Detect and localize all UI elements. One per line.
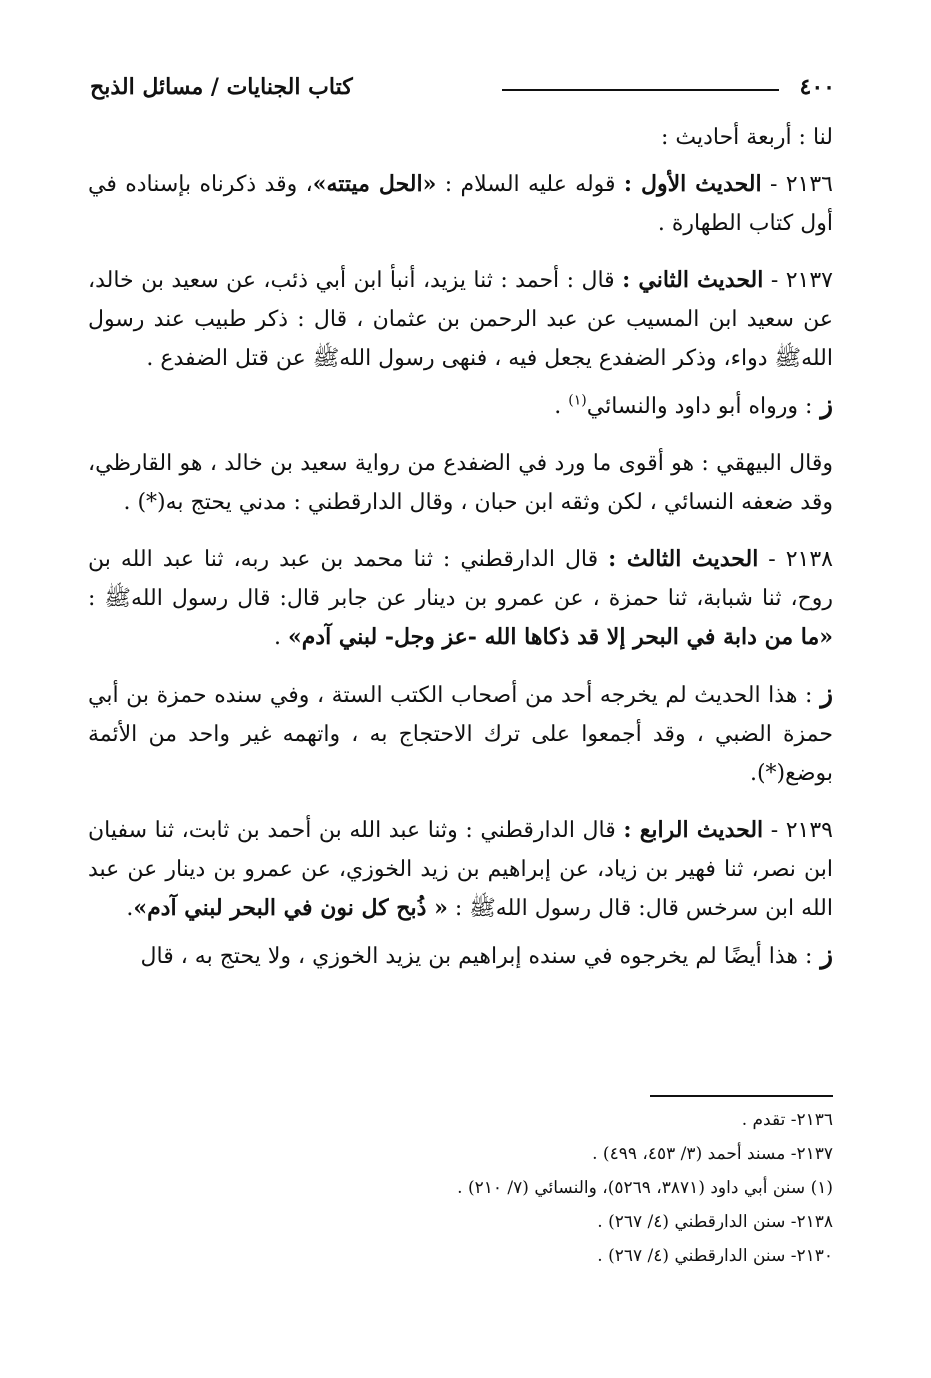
hadith-2138 <box>88 540 833 657</box>
main-text <box>88 118 833 994</box>
hadith-text: قال الدارقطني : ثنا محمد بن عبد ربه، ثنا عبد الله بن روح، ثنا شبابة، ثنا حمزة ، عن عمرو بن دينار عن جابر قال: قال رسول اللهﷺ : <box>88 547 833 611</box>
footnote: ٢١٣٧- مسند أحمد (٣/ ٤٥٣، ٤٩٩) . <box>592 1144 833 1164</box>
hadith-2139 <box>88 811 833 928</box>
hadith-quote: «الحل ميتته» <box>312 171 437 197</box>
hadith-text: . <box>273 625 281 650</box>
header-rule <box>502 89 779 91</box>
hadith-quote: «ما من دابة في البحر إلا قد ذكاها الله -عز وجل- لبني آدم» <box>287 624 833 650</box>
footnote: ٢١٣٠- سنن الدارقطني (٤/ ٢٦٧) . <box>597 1246 833 1266</box>
zay-mark: ز <box>820 390 833 420</box>
commentary-z2 <box>88 675 833 793</box>
footnote: ٢١٣٨- سنن الدارقطني (٤/ ٢٦٧) . <box>597 1212 833 1232</box>
hadith-label: الحديث الأول : <box>623 171 762 197</box>
footnote-ref: (١) <box>568 392 587 409</box>
hadith-text: قال : أحمد : ثنا يزيد، أنبأ ابن أبي ذئب، عن سعيد بن خالد، عن سعيد ابن المسيب عن عبد الرحمن بن عثمان ، قال : ذكر طبيب عند رسول اللهﷺ دواء، وذكر الضفدع يجعل فيه ، فنهى رسول اللهﷺ عن قتل الضفدع . <box>88 268 833 371</box>
running-title: كتاب الجنايات / مسائل الذبح <box>90 74 353 100</box>
hadith-text: . <box>126 896 134 921</box>
footnote: ٢١٣٦- تقدم . <box>741 1110 833 1130</box>
commentary-text: : ورواه أبو داود والنسائي <box>586 394 813 419</box>
hadith-label: الحديث الثالث : <box>608 546 759 572</box>
hadith-text: قوله عليه السلام : <box>444 172 616 197</box>
hadith-number: ٢١٣٦ - <box>769 172 833 197</box>
commentary-text: : هذا الحديث لم يخرجه أحد من أصحاب الكتب الستة ، وفي سنده حمزة بن أبي حمزة الضبي ، وقد أجمعوا على ترك الاحتجاج به ، واتهمه غير واحد من الأئمة بوضع(*). <box>88 683 833 786</box>
hadith-number: ٢١٣٨ - <box>768 547 833 572</box>
footnotes <box>88 1103 833 1273</box>
hadith-text: ، وقد ذكرناه بإسناده في أول كتاب الطهارة . <box>88 172 833 236</box>
hadith-number: ٢١٣٩ - <box>770 818 833 843</box>
intro-line: لنا : أربعة أحاديث : <box>660 125 833 150</box>
zay-mark: ز <box>820 940 833 970</box>
hadith-quote: « ذُبح كل نون في البحر لبني آدم» <box>133 895 448 921</box>
zay-mark: ز <box>820 679 833 709</box>
footnote: (١) سنن أبي داود (٣٨٧١، ٥٢٦٩)، والنسائي (٧/ ٢١٠) . <box>457 1178 833 1198</box>
commentary-z3 <box>88 936 833 976</box>
commentary-end: . <box>554 394 562 419</box>
commentary-text: : هذا أيضًا لم يخرجوه في سنده إبراهيم بن يزيد الخوزي ، ولا يحتج به ، قال <box>140 944 813 969</box>
hadith-label: الحديث الرابع : <box>623 817 764 843</box>
page-header <box>90 74 835 108</box>
hadith-number: ٢١٣٧ - <box>770 268 833 293</box>
hadith-text: قال الدارقطني : وثنا عبد الله بن أحمد بن ثابت، ثنا سفيان ابن نصر، ثنا فهير بن زياد، عن إبراهيم بن زيد الخوزي، عن عمرو بن دينار عن عبد الله ابن سرخس قال: قال رسول اللهﷺ : <box>88 818 833 921</box>
commentary-z1 <box>88 386 833 426</box>
baihaqi-paragraph: وقال البيهقي : هو أقوى ما ورد في الضفدع من رواية سعيد بن خالد ، هو القارظي، وقد ضعفه النسائي ، لكن وثقه ابن حبان ، وقال الدارقطني : مدني يحتج به(*) . <box>88 451 833 515</box>
hadith-2137 <box>88 261 833 378</box>
hadith-2136 <box>88 165 833 243</box>
hadith-label: الحديث الثاني : <box>622 267 764 293</box>
footnote-rule <box>650 1095 833 1097</box>
page-number: ٤٠٠ <box>799 74 835 100</box>
